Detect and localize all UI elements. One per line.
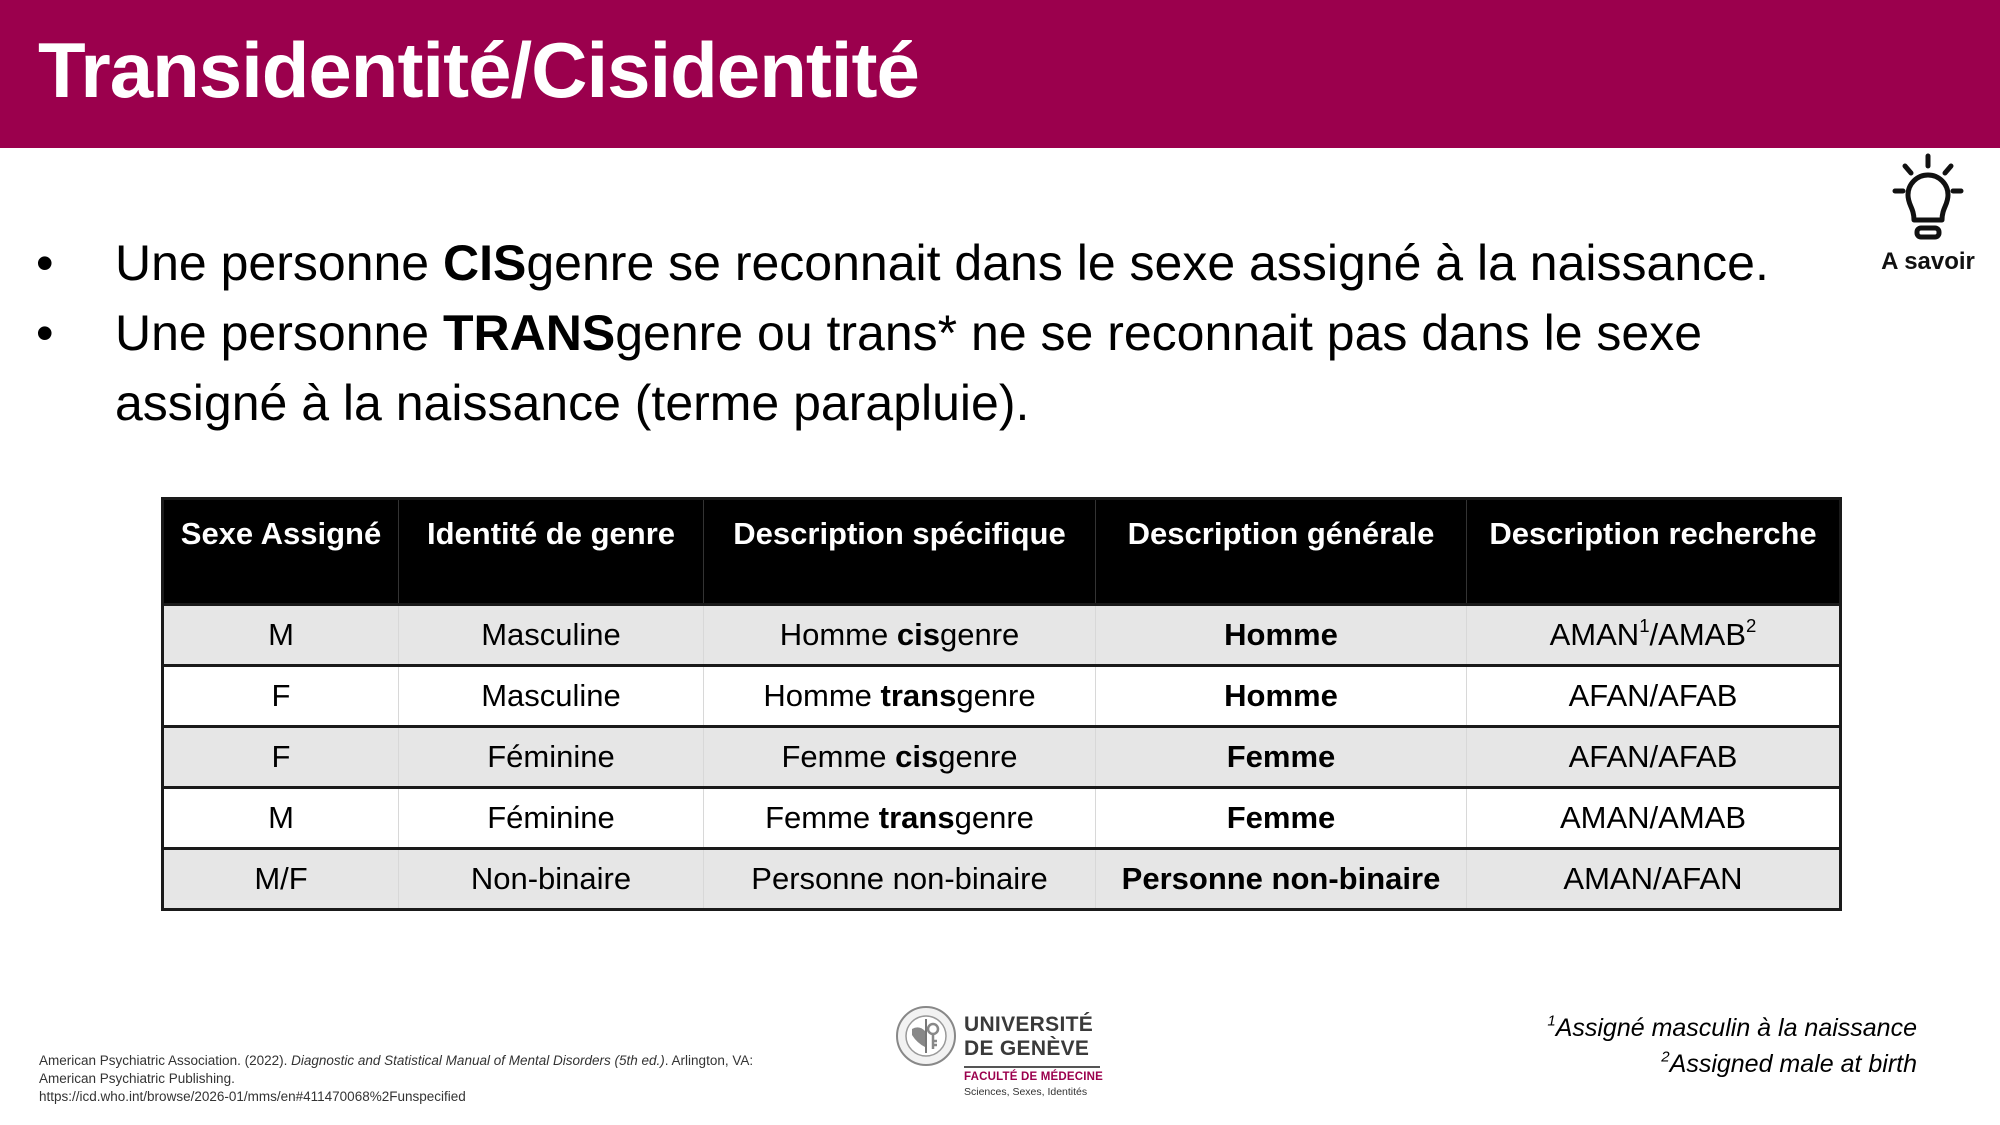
hint-label: A savoir	[1881, 248, 1975, 275]
cell-identite: Non-binaire	[399, 849, 704, 910]
cell-desc-specifique: Femme cisgenre	[704, 727, 1096, 788]
column-header: Description recherche	[1467, 499, 1841, 605]
cell-desc-recherche: AFAN/AFAB	[1467, 727, 1841, 788]
table-row	[163, 727, 1841, 788]
university-seal-icon	[895, 1005, 957, 1072]
cell-desc-specifique: Homme cisgenre	[704, 605, 1096, 666]
footnote-2: $^2$Assigned male at birth	[1661, 1048, 1917, 1078]
cell-desc-specifique: Homme transgenre	[704, 666, 1096, 727]
cell-desc-specifique: Personne non-binaire	[704, 849, 1096, 910]
bullet-item-cis: • Une personne CISgenre se reconnait dans le sexe assigné à la naissance.	[36, 228, 1856, 298]
cell-desc-generale: Femme	[1096, 788, 1467, 849]
cell-desc-recherche: AMAN$^1$/AMAB$^2$	[1467, 605, 1841, 666]
faculty-name: FACULTÉ DE MÉDECINE	[964, 1071, 1104, 1083]
bullet-item-trans: • Une personne TRANSgenre ou trans* ne se reconnait pas dans le sexe assigné à la naissance (terme parapluie).	[36, 298, 1856, 438]
logo-divider	[964, 1066, 1100, 1068]
cell-desc-specifique: Femme transgenre	[704, 788, 1096, 849]
university-logo	[893, 1005, 1103, 1100]
reference-book-title: Diagnostic and Statistical Manual of Mental Disorders (5th ed.)	[291, 1053, 665, 1068]
column-header: Description spécifique	[704, 499, 1096, 605]
column-header: Sexe Assigné	[163, 499, 399, 605]
cell-desc-recherche: AMAN/AMAB	[1467, 788, 1841, 849]
cell-desc-generale: Homme	[1096, 666, 1467, 727]
cell-sexe: M/F	[163, 849, 399, 910]
reference-url: https://icd.who.int/browse/2026-01/mms/en#411470068%2Funspecified	[39, 1089, 466, 1104]
cell-desc-generale: Femme	[1096, 727, 1467, 788]
cell-desc-recherche: AMAN/AFAN	[1467, 849, 1841, 910]
hint-badge	[1858, 150, 1998, 290]
bullet-dot-icon: •	[36, 305, 54, 361]
cell-desc-generale: Personne non-binaire	[1096, 849, 1467, 910]
cell-desc-generale: Homme	[1096, 605, 1467, 666]
cell-sexe: F	[163, 727, 399, 788]
title-bar	[0, 0, 2000, 148]
table-row	[163, 788, 1841, 849]
cell-sexe: M	[163, 605, 399, 666]
university-name: UNIVERSITÉ DE GENÈVE	[964, 1013, 1094, 1060]
cell-identite: Masculine	[399, 605, 704, 666]
bullet-list	[36, 228, 1856, 438]
bold-term: TRANS	[443, 305, 616, 361]
slide-title: Transidentité/Cisidentité	[38, 26, 919, 114]
faculty-subtitle: Sciences, Sexes, Identités	[964, 1086, 1088, 1098]
column-header: Identité de genre	[399, 499, 704, 605]
table-row	[163, 849, 1841, 910]
table-row	[163, 666, 1841, 727]
lightbulb-icon	[1858, 150, 1998, 246]
cell-identite: Masculine	[399, 666, 704, 727]
table-row	[163, 605, 1841, 666]
cell-identite: Féminine	[399, 727, 704, 788]
footnote-mark: 2	[1746, 614, 1757, 636]
gender-identity-table	[161, 497, 1842, 911]
table-header-row	[163, 499, 1841, 605]
bold-term: CIS	[443, 235, 527, 291]
column-header: Description générale	[1096, 499, 1467, 605]
footnote-mark: 1	[1639, 614, 1650, 636]
cell-desc-recherche: AFAN/AFAB	[1467, 666, 1841, 727]
bullet-dot-icon: •	[36, 235, 54, 291]
footnotes	[1547, 1010, 1917, 1082]
reference-citation: American Psychiatric Association. (2022). Diagnostic and Statistical Manual of Mental Disorders (5th ed.). Arlington, VA: American Psychiatric Publishing. https://icd.who.int/browse/2026-01/mms/en#411470068%2Funspecified	[39, 1053, 754, 1104]
cell-sexe: M	[163, 788, 399, 849]
footnote-1: $^1$Assigné masculin à la naissance	[1547, 1012, 1917, 1042]
cell-sexe: F	[163, 666, 399, 727]
cell-identite: Féminine	[399, 788, 704, 849]
